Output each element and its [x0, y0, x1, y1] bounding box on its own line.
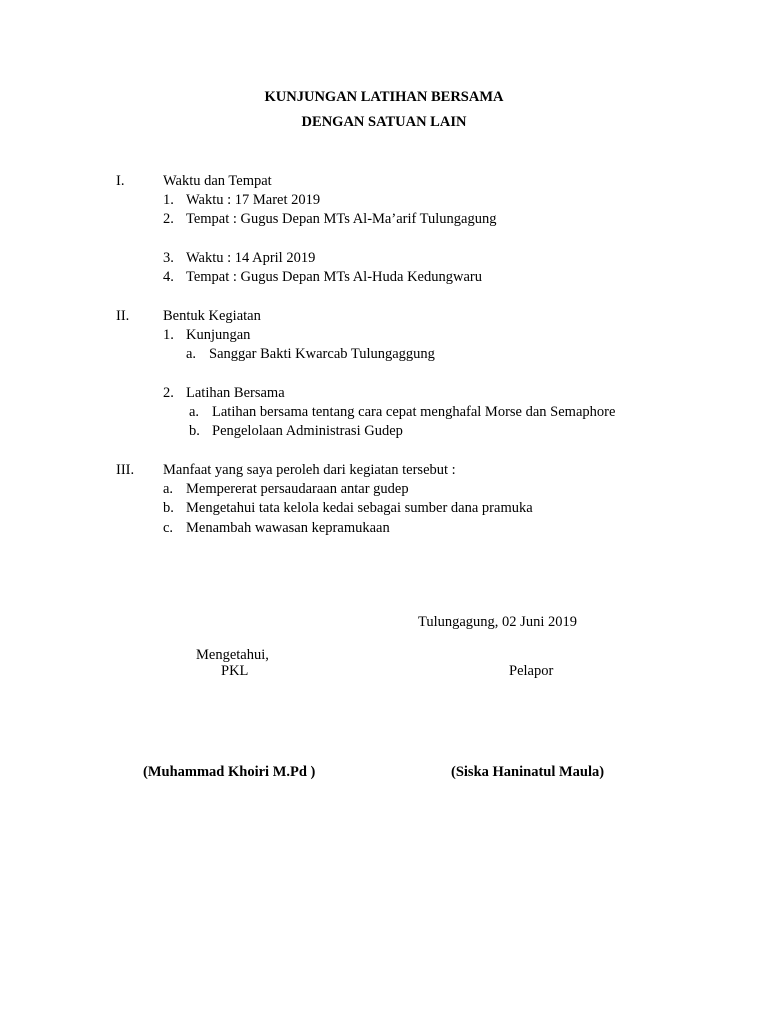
list-item: Tempat : Gugus Depan MTs Al-Ma’arif Tulungagung: [186, 211, 497, 227]
sub-item-letter: a.: [189, 404, 200, 420]
sub-item-letter: a.: [186, 346, 197, 362]
list-item-number: 3.: [163, 250, 174, 266]
right-role: Pelapor: [509, 663, 554, 679]
section-numeral: I.: [116, 173, 125, 189]
list-item: Mengetahui tata kelola kedai sebagai sumber dana pramuka: [186, 500, 533, 516]
list-item: Latihan Bersama: [186, 385, 285, 401]
list-item: Waktu : 14 April 2019: [186, 250, 316, 266]
sub-item: Latihan bersama tentang cara cepat menghafal Morse dan Semaphore: [212, 404, 616, 420]
section-heading: Manfaat yang saya peroleh dari kegiatan tersebut :: [163, 462, 456, 478]
right-signatory-name: (Siska Haninatul Maula): [451, 764, 605, 780]
sub-item: Pengelolaan Administrasi Gudep: [212, 423, 403, 439]
list-item-number: 4.: [163, 269, 174, 285]
list-item: Tempat : Gugus Depan MTs Al-Huda Kedungwaru: [186, 269, 482, 285]
list-item-number: 1.: [163, 192, 174, 208]
list-item-letter: c.: [163, 520, 174, 536]
list-item-number: 1.: [163, 327, 174, 343]
list-item-number: 2.: [163, 385, 174, 401]
document-subtitle: DENGAN SATUAN LAIN: [301, 114, 467, 130]
sub-item: Sanggar Bakti Kwarcab Tulungaggung: [209, 346, 435, 362]
section-numeral: III.: [116, 462, 135, 478]
place-date: Tulungagung, 02 Juni 2019: [418, 614, 577, 630]
acknowledged-label: Mengetahui,: [196, 647, 269, 663]
list-item: Waktu : 17 Maret 2019: [186, 192, 321, 208]
list-item: Mempererat persaudaraan antar gudep: [186, 481, 409, 497]
left-signatory-name: (Muhammad Khoiri M.Pd ): [143, 764, 316, 780]
section-heading: Waktu dan Tempat: [163, 173, 272, 189]
list-item-letter: b.: [163, 500, 174, 516]
section-numeral: II.: [116, 308, 130, 324]
section-heading: Bentuk Kegiatan: [163, 308, 261, 324]
list-item-number: 2.: [163, 211, 174, 227]
list-item: Menambah wawasan kepramukaan: [186, 520, 390, 536]
list-item: Kunjungan: [186, 327, 251, 343]
document-title: KUNJUNGAN LATIHAN BERSAMA: [264, 89, 504, 105]
sub-item-letter: b.: [189, 423, 200, 439]
left-role: PKL: [221, 663, 249, 679]
list-item-letter: a.: [163, 481, 174, 497]
